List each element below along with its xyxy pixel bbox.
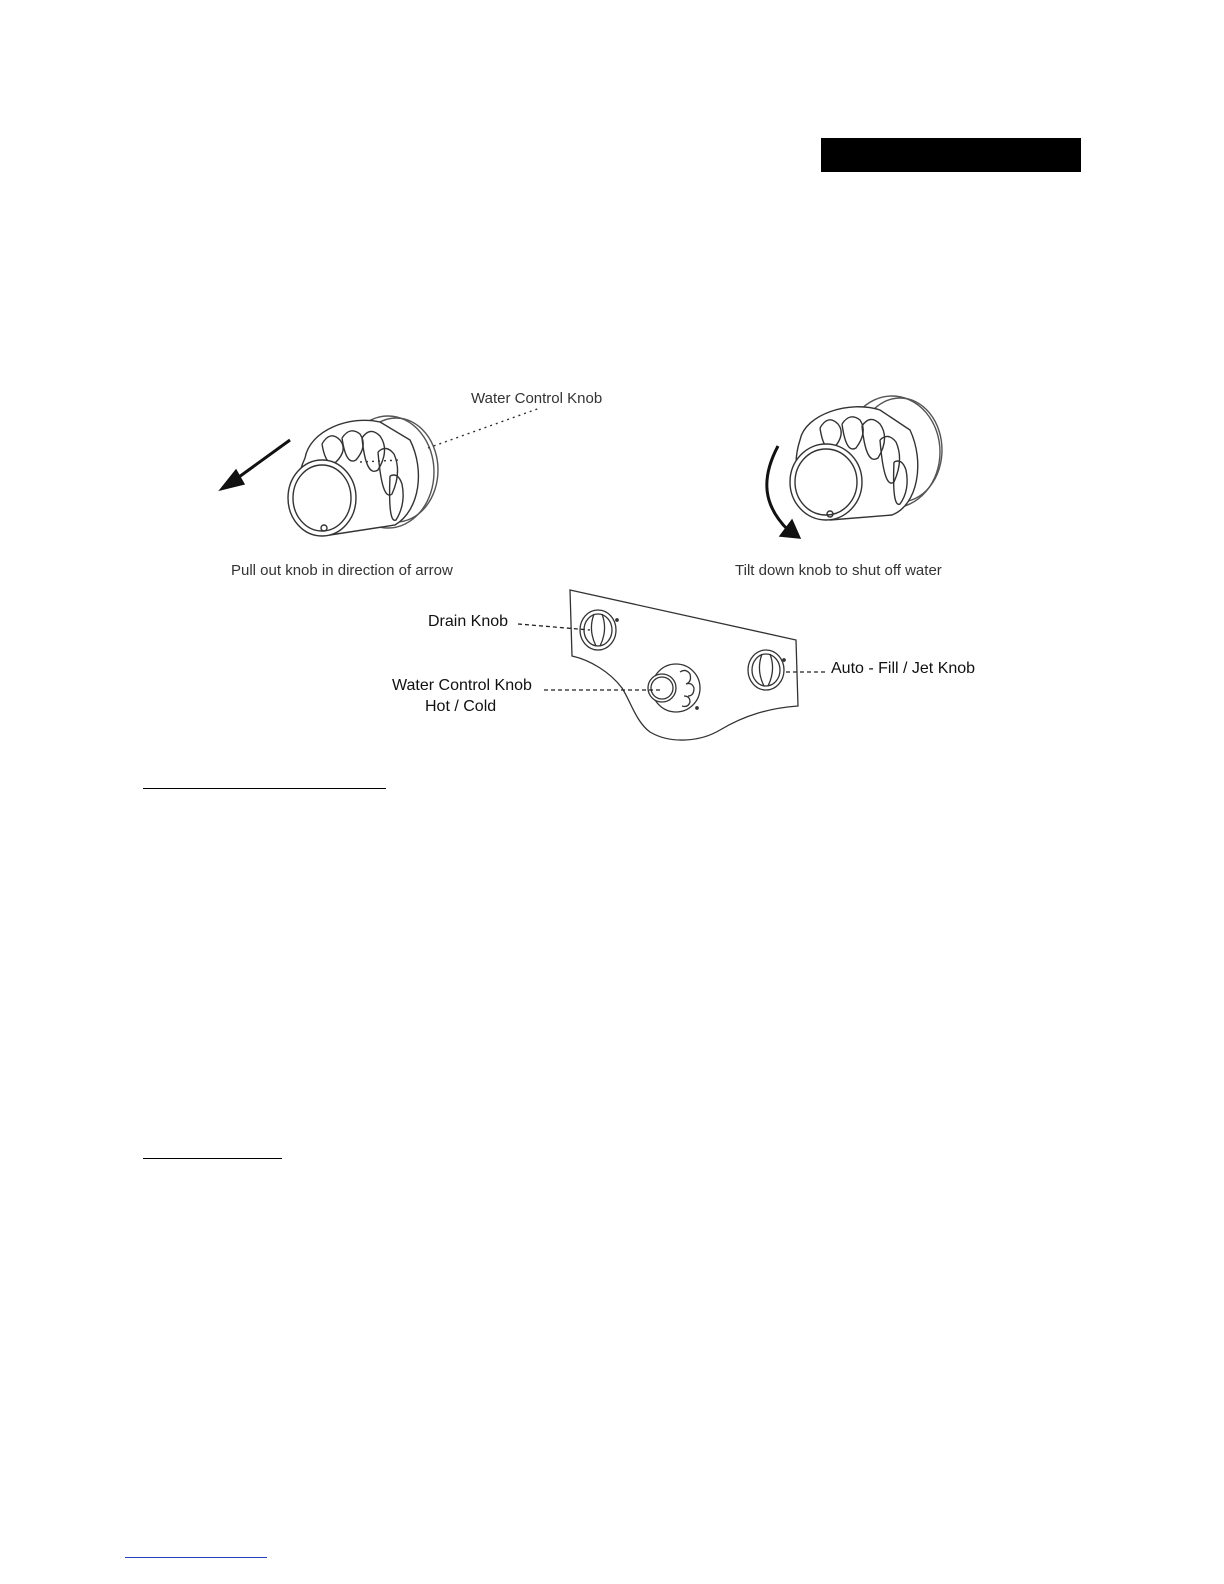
caption-tilt-down: Tilt down knob to shut off water (735, 562, 942, 579)
callout-water-control-knob: Water Control Knob (471, 390, 603, 407)
control-panel-drawing (518, 590, 826, 740)
section-heading-underline (143, 788, 386, 789)
footer-link-underline (125, 1557, 267, 1558)
label-auto-fill-jet-knob: Auto - Fill / Jet Knob (831, 660, 976, 677)
section-heading-underline-2 (143, 1158, 282, 1159)
label-drain-knob: Drain Knob (428, 613, 509, 630)
label-water-control-knob: Water Control Knob (392, 677, 532, 694)
label-hot-cold: Hot / Cold (425, 698, 497, 715)
right-knob-drawing (767, 396, 942, 538)
caption-pull-out: Pull out knob in direction of arrow (231, 562, 453, 579)
left-knob-drawing (220, 408, 540, 536)
